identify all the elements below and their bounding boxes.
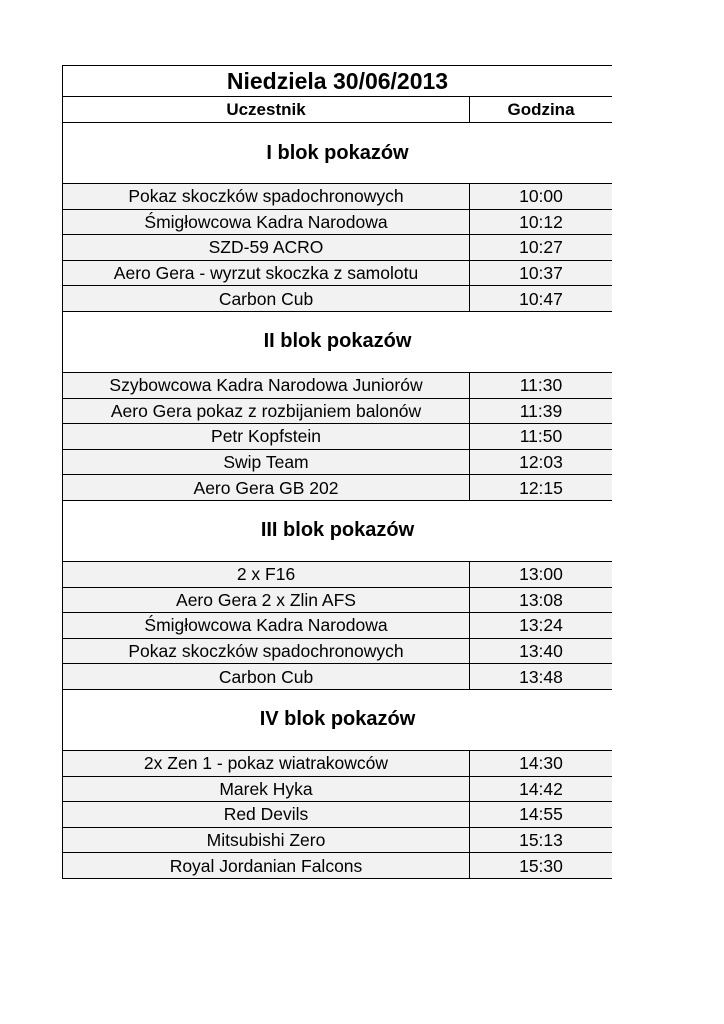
table-row	[62, 235, 612, 261]
header-row	[62, 97, 612, 123]
time-cell: 10:47	[519, 288, 563, 309]
time-cell: 13:40	[519, 641, 563, 662]
table-row	[62, 639, 612, 665]
participant-cell: Aero Gera - wyrzut skoczka z samolotu	[63, 261, 470, 286]
participant-header: Uczestnik	[63, 97, 470, 122]
participant-cell: Carbon Cub	[63, 286, 470, 311]
block-heading: IV blok pokazów	[62, 690, 612, 751]
blocks-container	[62, 123, 612, 879]
table-row	[62, 399, 612, 425]
participant-cell: Swip Team	[63, 450, 470, 475]
time-cell: 14:30	[519, 753, 563, 774]
participant-cell: Royal Jordanian Falcons	[63, 853, 470, 878]
table-row	[62, 184, 612, 210]
participant-cell: 2 x F16	[63, 562, 470, 587]
time-cell: 14:55	[519, 804, 563, 825]
participant-cell: 2x Zen 1 - pokaz wiatrakowców	[63, 751, 470, 776]
time-cell: 13:00	[519, 564, 563, 585]
time-cell: 15:13	[519, 829, 563, 850]
table-row	[62, 853, 612, 879]
table-row	[62, 286, 612, 312]
table-row	[62, 613, 612, 639]
table-row	[62, 664, 612, 690]
block-heading: III blok pokazów	[62, 501, 612, 562]
participant-cell: Pokaz skoczków spadochronowych	[63, 639, 470, 664]
time-cell: 11:39	[519, 400, 563, 421]
participant-cell: Marek Hyka	[63, 777, 470, 802]
participant-cell: Szybowcowa Kadra Narodowa Juniorów	[63, 373, 470, 398]
table-row	[62, 751, 612, 777]
table-row	[62, 802, 612, 828]
table-row	[62, 562, 612, 588]
time-cell: 13:48	[519, 666, 563, 687]
participant-cell: Aero Gera pokaz z rozbijaniem balonów	[63, 399, 470, 424]
block-heading: II blok pokazów	[62, 312, 612, 373]
time-cell: 15:30	[519, 855, 563, 876]
participant-cell: Śmigłowcowa Kadra Narodowa	[63, 613, 470, 638]
time-cell: 11:50	[519, 426, 563, 447]
participant-cell: Mitsubishi Zero	[63, 828, 470, 853]
time-cell: 12:15	[519, 477, 563, 498]
schedule-table	[62, 65, 612, 879]
table-row	[62, 475, 612, 501]
table-row	[62, 210, 612, 236]
time-cell: 13:08	[519, 589, 563, 610]
time-cell: 14:42	[519, 778, 563, 799]
table-row	[62, 450, 612, 476]
page-title: Niedziela 30/06/2013	[62, 65, 612, 97]
participant-cell: Carbon Cub	[63, 664, 470, 689]
table-row	[62, 588, 612, 614]
participant-cell: Red Devils	[63, 802, 470, 827]
table-row	[62, 424, 612, 450]
time-cell: 10:37	[519, 263, 563, 284]
time-header: Godzina	[507, 99, 575, 119]
time-cell: 10:00	[519, 186, 563, 207]
time-cell: 10:27	[519, 237, 563, 258]
time-cell: 11:30	[519, 375, 563, 396]
participant-cell: Petr Kopfstein	[63, 424, 470, 449]
table-row	[62, 261, 612, 287]
participant-cell: SZD-59 ACRO	[63, 235, 470, 260]
block-heading: I blok pokazów	[62, 123, 612, 184]
participant-cell: Aero Gera 2 x Zlin AFS	[63, 588, 470, 613]
time-cell: 13:24	[519, 615, 563, 636]
time-cell: 12:03	[519, 452, 563, 473]
participant-cell: Pokaz skoczków spadochronowych	[63, 184, 470, 209]
participant-cell: Śmigłowcowa Kadra Narodowa	[63, 210, 470, 235]
time-cell: 10:12	[519, 211, 563, 232]
participant-cell: Aero Gera GB 202	[63, 475, 470, 500]
table-row	[62, 777, 612, 803]
table-row	[62, 828, 612, 854]
table-row	[62, 373, 612, 399]
